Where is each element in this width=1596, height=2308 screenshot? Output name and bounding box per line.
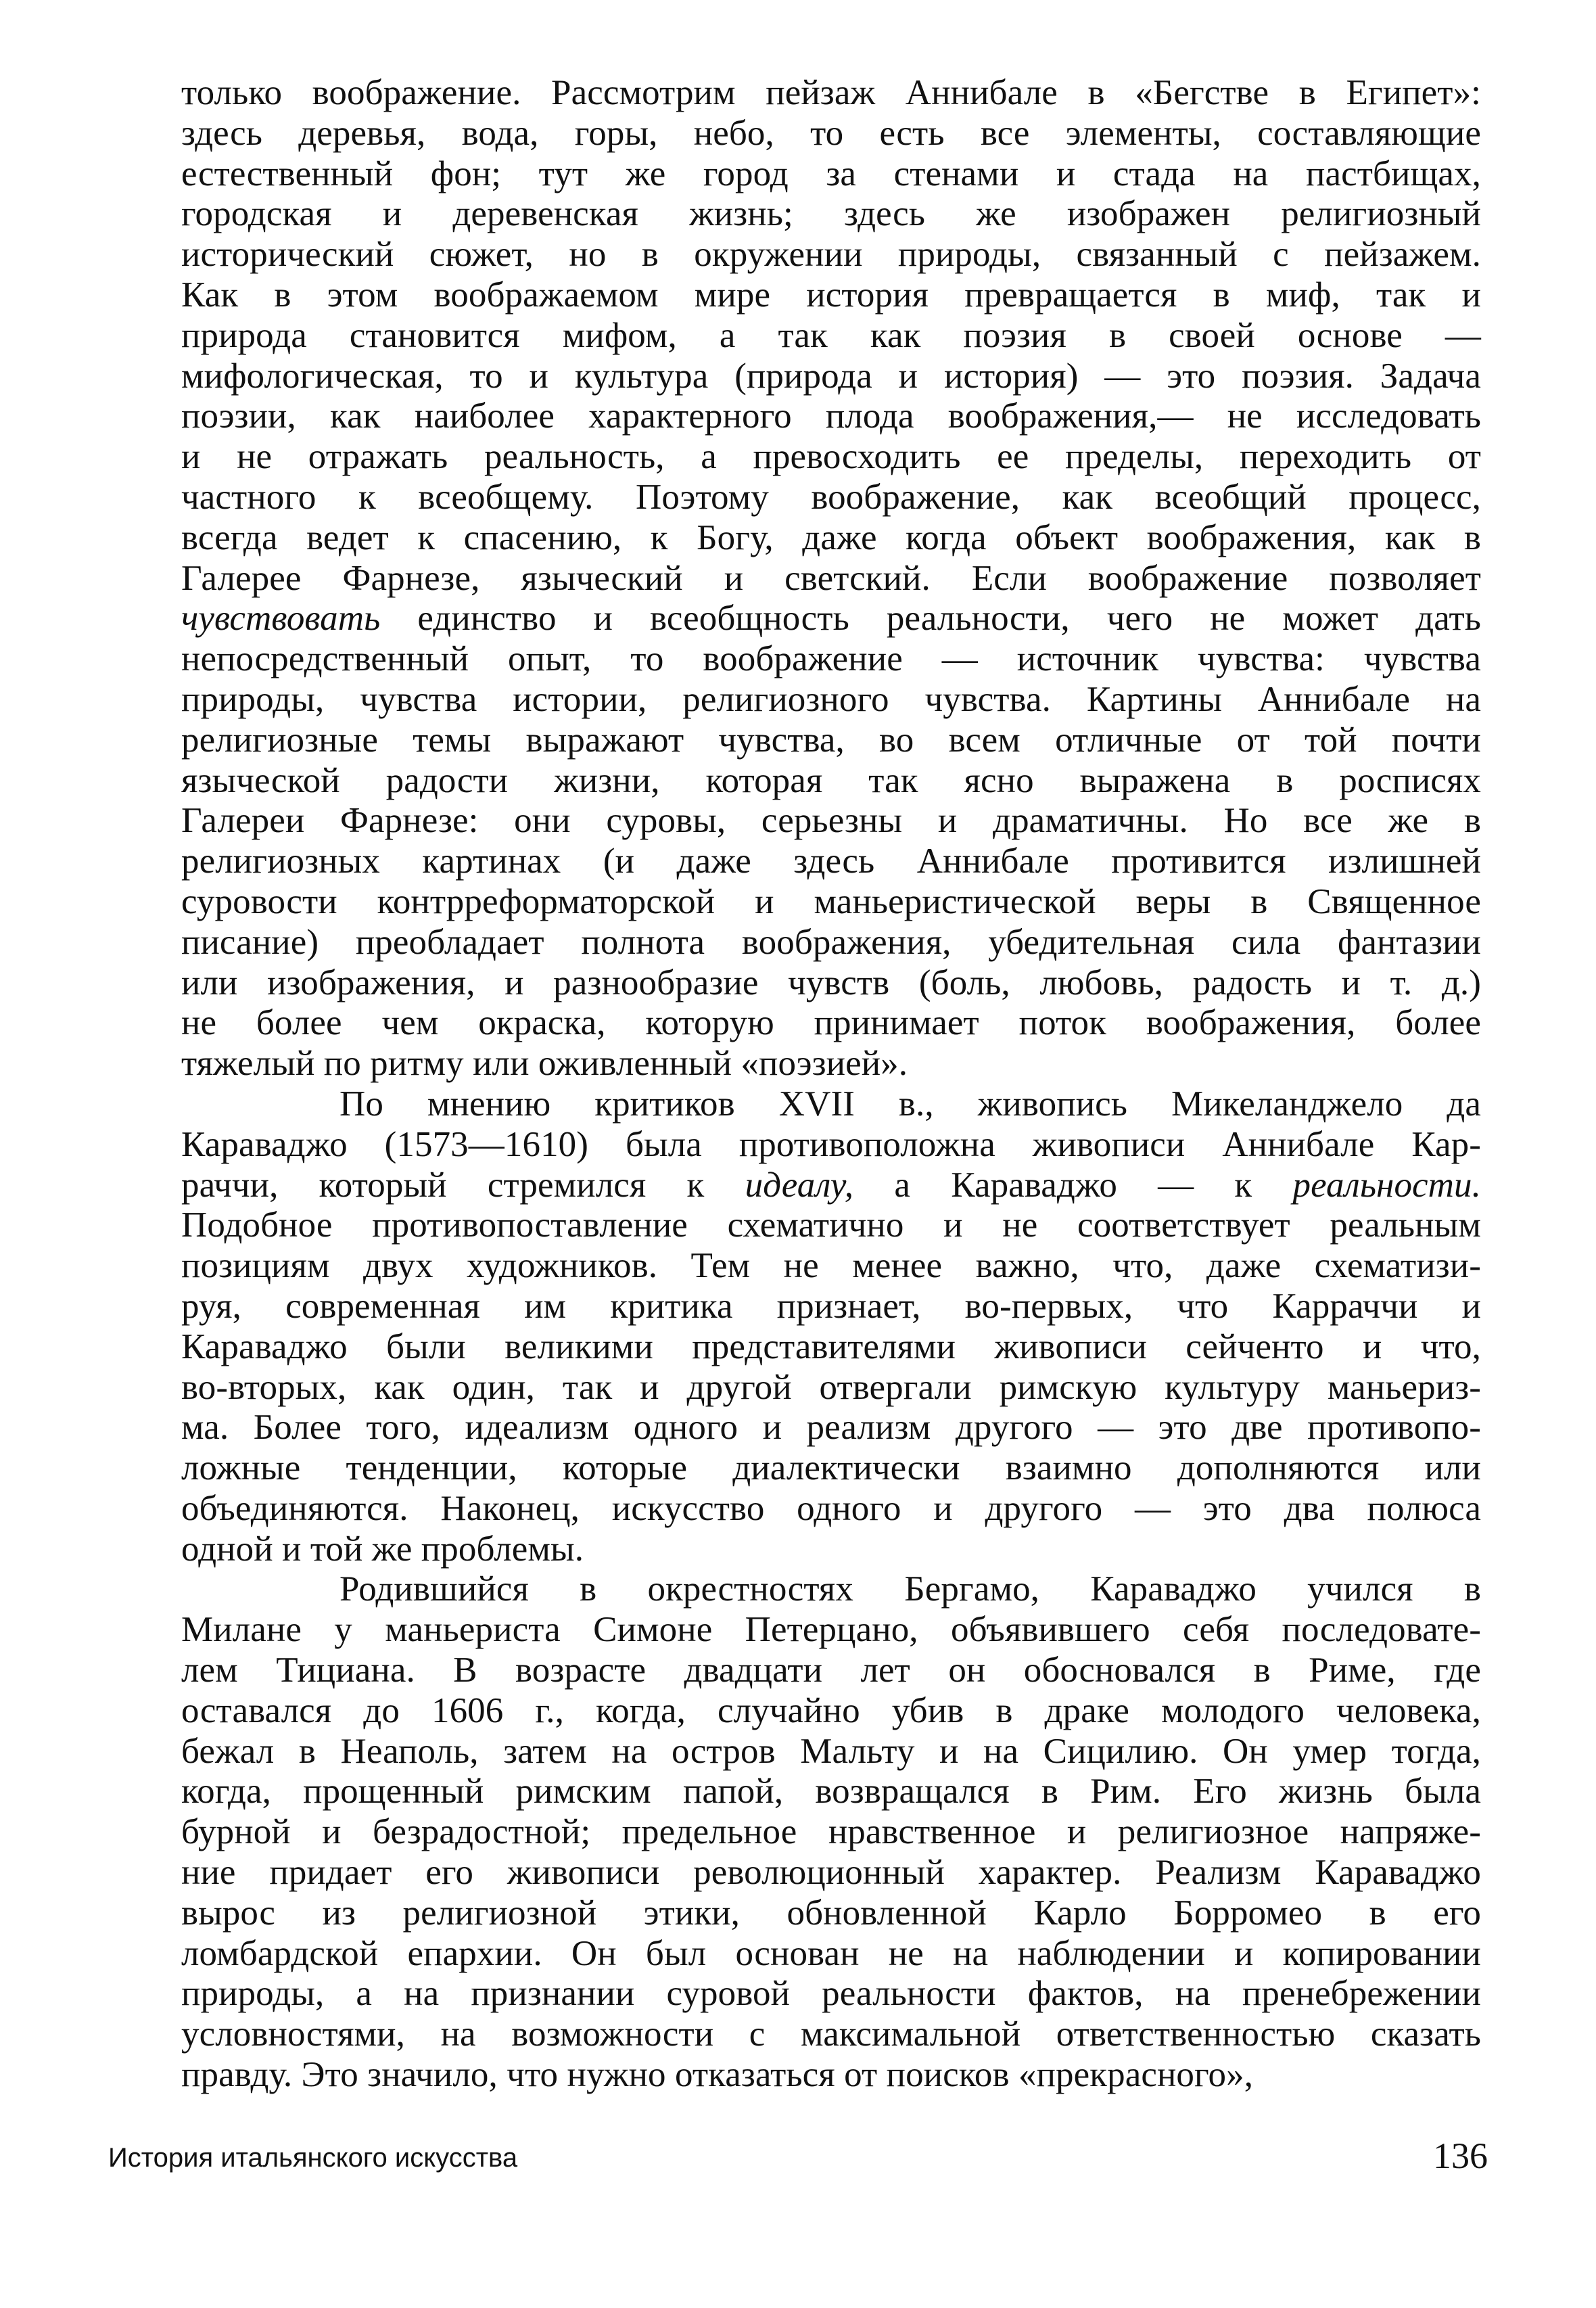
text-run: правду. Это значило, что нужно отказаться от поисков «прекрасного», <box>181 2055 1254 2095</box>
text-run: бежал в Неаполь, затем на остров Мальту и на Сицилию. Он умер тогда, <box>181 1731 1481 1771</box>
running-title: История итальянского искусства <box>108 2143 518 2173</box>
text-line <box>181 1569 1481 1610</box>
text-line <box>181 1165 1481 1206</box>
text-run: вырос из религиозной этики, обновленной Карло Борромео в его <box>181 1893 1481 1933</box>
text-run: писание) преобладает полнота воображения, убедительная сила фантазии <box>181 922 1481 962</box>
text-run: природы, а на признании суровой реальности фактов, на пренебрежении <box>181 1974 1481 2014</box>
page-number: 136 <box>1433 2136 1488 2176</box>
text-line <box>181 2055 1481 2096</box>
text-line <box>181 316 1481 356</box>
text-line <box>181 1732 1481 1772</box>
text-line <box>181 1893 1481 1934</box>
text-run: во-вторых, как один, так и другой отвергали римскую культуру маньериз- <box>181 1367 1481 1407</box>
text-line <box>181 2014 1481 2055</box>
text-run: одной и той же проблемы. <box>181 1529 584 1569</box>
text-run: исторический сюжет, но в окружении природы, связанный с пейзажем. <box>181 235 1481 275</box>
text-line <box>181 1529 1481 1570</box>
text-run: руя, современная им критика признает, во-первых, что Карраччи и <box>181 1286 1481 1326</box>
text-line <box>181 680 1481 720</box>
text-line <box>181 841 1481 882</box>
text-run: городская и деревенская жизнь; здесь же изображен религиозный <box>181 194 1481 234</box>
text-run: частного к всеобщему. Поэтому воображение, как всеобщий процесс, <box>181 477 1481 517</box>
text-line <box>181 114 1481 154</box>
text-line <box>181 1287 1481 1327</box>
text-run: Караваджо были великими представителями живописи сейченто и что, <box>181 1326 1481 1366</box>
text-line <box>181 761 1481 802</box>
text-line <box>181 356 1481 397</box>
text-line <box>181 882 1481 923</box>
text-run: По мнению критиков XVII в., живопись Микеланджело да <box>339 1084 1481 1124</box>
text-run: природа становится мифом, а так как поэзия в своей основе — <box>181 315 1481 355</box>
text-run: поэзии, как наиболее характерного плода воображения,— не исследовать <box>181 396 1481 436</box>
paragraph <box>181 73 1481 1084</box>
text-line <box>181 639 1481 680</box>
text-run: Как в этом воображаемом мире история превращается в миф, так и <box>181 275 1481 315</box>
text-run: а Караваджо — к <box>853 1165 1293 1205</box>
text-line <box>181 1934 1481 1975</box>
text-line <box>181 1974 1481 2014</box>
text-run: не более чем окраска, которую принимает поток воображения, более <box>181 1003 1481 1043</box>
text-run: суровости контрреформаторской и маньеристической веры в Священное <box>181 881 1481 921</box>
text-line <box>181 1408 1481 1448</box>
page-footer <box>108 2129 1488 2184</box>
text-line <box>181 1489 1481 1529</box>
text-line <box>181 801 1481 841</box>
text-line <box>181 1853 1481 1893</box>
text-line <box>181 437 1481 478</box>
text-run: оставался до 1606 г., когда, случайно убив в драке молодого человека, <box>181 1690 1481 1730</box>
text-run: непосредственный опыт, то воображение — источник чувства: чувства <box>181 639 1481 679</box>
text-line <box>181 1044 1481 1084</box>
text-run: религиозных картинах (и даже здесь Аннибале противится излишней <box>181 841 1481 881</box>
text-line <box>181 73 1481 114</box>
text-run: только воображение. Рассмотрим пейзаж Аннибале в «Бегстве в Египет»: <box>181 73 1481 112</box>
text-line <box>181 1246 1481 1287</box>
body-text <box>181 73 1481 2096</box>
text-run: ние придает его живописи революционный характер. Реализм Караваджо <box>181 1853 1481 1893</box>
text-run: Караваджо (1573—1610) была противоположна живописи Аннибале Кар- <box>181 1124 1481 1164</box>
text-run: единство и всеобщность реальности, чего не может дать <box>380 599 1481 639</box>
text-line <box>181 1448 1481 1489</box>
text-run: ломбардской епархии. Он был основан не на наблюдении и копировании <box>181 1933 1481 1973</box>
text-line <box>181 1651 1481 1691</box>
text-run: условностями, на возможности с максимальной ответственностью сказать <box>181 2014 1481 2054</box>
text-line <box>181 1125 1481 1165</box>
text-line <box>181 1610 1481 1651</box>
italic-run: чувствовать <box>181 599 381 639</box>
text-run: религиозные темы выражают чувства, во всем отличные от той почти <box>181 720 1481 760</box>
text-line <box>181 923 1481 963</box>
text-run: позициям двух художников. Тем не менее важно, что, даже схематизи- <box>181 1246 1481 1286</box>
text-line <box>181 1205 1481 1246</box>
text-run: ма. Более того, идеализм одного и реализм другого — это две противопо- <box>181 1408 1481 1448</box>
text-line <box>181 963 1481 1004</box>
text-line <box>181 154 1481 195</box>
text-run: Родившийся в окрестностях Бергамо, Караваджо учился в <box>339 1569 1481 1609</box>
text-run: Подобное противопоставление схематично и не соответствует реальным <box>181 1205 1481 1245</box>
text-line <box>181 396 1481 437</box>
text-line <box>181 478 1481 518</box>
text-run: бурной и безрадостной; предельное нравственное и религиозное напряже- <box>181 1812 1481 1852</box>
text-line <box>181 1368 1481 1408</box>
text-run: Милане у маньериста Симоне Петерцано, объявившего себя последовате- <box>181 1610 1481 1650</box>
text-run: здесь деревья, вода, горы, небо, то есть все элементы, составляющие <box>181 113 1481 153</box>
text-run: языческой радости жизни, которая так ясно выражена в росписях <box>181 760 1481 800</box>
text-run: лем Тициана. В возрасте двадцати лет он обосновался в Риме, где <box>181 1651 1481 1690</box>
paragraph <box>181 1084 1481 1570</box>
text-line <box>181 720 1481 761</box>
text-line <box>181 599 1481 639</box>
text-run: Галереи Фарнезе: они суровы, серьезны и драматичны. Но все же в <box>181 801 1481 841</box>
text-run: когда, прощенный римским папой, возвращался в Рим. Его жизнь была <box>181 1772 1481 1811</box>
text-line <box>181 518 1481 559</box>
text-run: и не отражать реальность, а превосходить ее пределы, переходить от <box>181 437 1481 477</box>
text-run: тяжелый по ритму или оживленный «поэзией». <box>181 1044 908 1084</box>
text-line <box>181 1084 1481 1125</box>
text-run: ложные тенденции, которые диалектически взаимно дополняются или <box>181 1448 1481 1488</box>
text-run: раччи, который стремился к <box>181 1165 745 1205</box>
text-line <box>181 1003 1481 1044</box>
italic-run: идеалу, <box>745 1165 854 1205</box>
text-run: или изображения, и разнообразие чувств (боль, любовь, радость и т. д.) <box>181 963 1481 1002</box>
text-line <box>181 1691 1481 1732</box>
text-line <box>181 235 1481 275</box>
text-run: природы, чувства истории, религиозного чувства. Картины Аннибале на <box>181 679 1481 719</box>
text-run: всегда ведет к спасению, к Богу, даже когда объект воображения, как в <box>181 517 1481 557</box>
text-run: естественный фон; тут же город за стенами и стада на пастбищах, <box>181 154 1481 193</box>
paragraph <box>181 1569 1481 2095</box>
text-run: объединяются. Наконец, искусство одного и другого — это два полюса <box>181 1488 1481 1528</box>
text-line <box>181 1772 1481 1812</box>
text-line <box>181 1812 1481 1853</box>
text-run: Галерее Фарнезе, языческий и светский. Если воображение позволяет <box>181 558 1481 598</box>
text-line <box>181 194 1481 235</box>
text-run: мифологическая, то и культура (природа и история) — это поэзия. Задача <box>181 356 1481 396</box>
text-line <box>181 1327 1481 1368</box>
text-line <box>181 559 1481 599</box>
text-line <box>181 275 1481 316</box>
italic-run: реальности. <box>1292 1165 1481 1205</box>
